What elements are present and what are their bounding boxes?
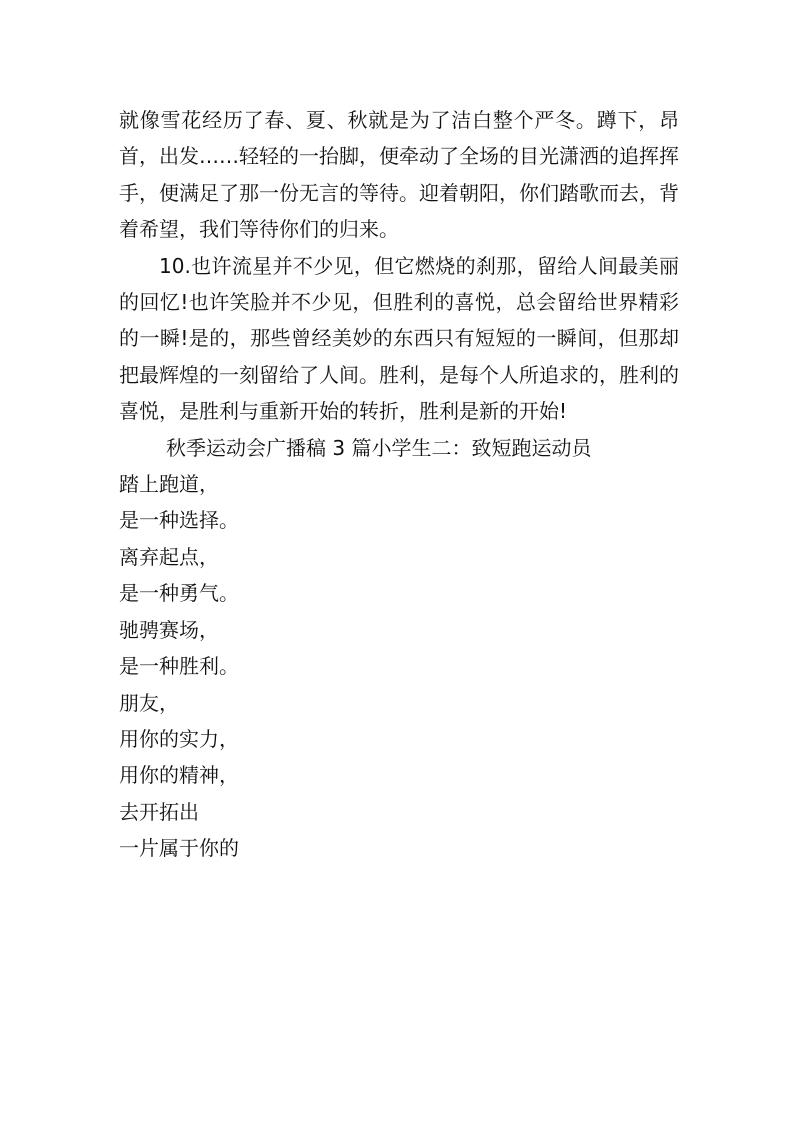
poem-line: 用你的实力， [119,726,239,751]
poem-line: 是一种选择。 [119,508,239,533]
poem-line: 去开拓出 [119,799,199,824]
poem-line: 离弃起点， [119,544,219,569]
poem [119,466,679,866]
poem-line: 朋友， [119,690,179,715]
poem-line: 用你的精神， [119,763,239,788]
poem-line: 是一种勇气。 [119,581,239,606]
document-body [119,102,679,867]
poem-line: 是一种胜利。 [119,654,239,679]
poem-line: 一片属于你的 [119,836,239,861]
poem-line: 踏上跑道， [119,472,219,497]
section-heading: 秋季运动会广播稿 3 篇小学生二：致短跑运动员 [166,435,592,460]
paragraph-snowflake: 就像雪花经历了春、夏、秋就是为了洁白整个严冬。蹲下，昂首，出发……轻轻的一抬脚，便牵动了全场的目光潇洒的追挥挥手，便满足了那一份无言的等待。迎着朝阳，你们踏歌而去，背着希望，我们等待你们的归来。 [119,108,679,242]
poem-line: 驰骋赛场， [119,617,219,642]
paragraph-meteor: 10.也许流星并不少见，但它燃烧的刹那，留给人间最美丽的回忆!也许笑脸并不少见，但胜利的喜悦，总会留给世界精彩的一瞬!是的，那些曾经美妙的东西只有短短的一瞬间，但那却把最辉煌的一刻留给了人间。胜利，是每个人所追求的，胜利的喜悦，是胜利与重新开始的转折，胜利是新的开始! [119,253,679,424]
